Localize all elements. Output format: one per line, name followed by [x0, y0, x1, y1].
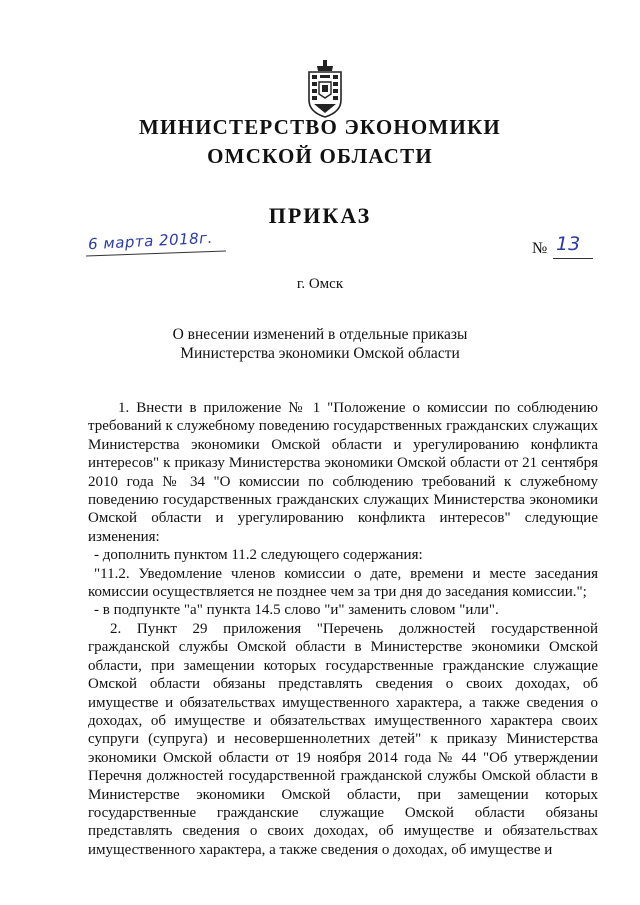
paragraph-5: 2. Пункт 29 приложения "Перечень должностей государственной гражданской службы Омской области в Министерстве экономики Омской области, при замещении которых государственные гражданские служащие Омской области обязаны представлять сведения о своих доходах, об имуществе и обязательствах имущественного характера, а также сведения о доходах, об имуществе и обязательствах имущественного характера своих супруги (супруга) и несовершеннолетних детей" к приказу Министерства экономики Омской области от 19 ноября 2014 года № 44 "Об утверждении Перечня должностей государственной гражданской службы Омской области в Министерстве экономики Омской области, при замещении которых государственные гражданские служащие Омской области обязаны представлять сведения о своих доходах, об имуществе и обязательствах имущественного характера, а также сведения о доходах, об имуществе и	[88, 620, 598, 858]
number-underline	[553, 258, 593, 259]
document-body	[88, 399, 598, 859]
paragraph-4: - в подпункте "а" пункта 14.5 слово "и" заменить словом "или".	[94, 602, 499, 619]
paragraph-3: "11.2. Уведомление членов комиссии о дате, времени и месте заседания комиссии осуществляется не позднее чем за три дня до заседания комиссии.";	[88, 565, 598, 601]
coat-of-arms-icon	[305, 60, 345, 118]
paragraph-2: - дополнить пунктом 11.2 следующего содержания:	[94, 547, 423, 564]
paragraph-1: 1. Внести в приложение № 1 "Положение о комиссии по соблюдению требований к служебному поведению государственных гражданских служащих Министерства экономики Омской области и урегулированию конфликта интересов" к приказу Министерства экономики Омской области от 21 сентября 2010 года № 34 "О комиссии по соблюдению требований к служебному поведению государственных гражданских служащих Министерства экономики Омской области и урегулированию конфликта интересов" следующие изменения:	[88, 400, 598, 545]
number-label: №	[532, 240, 548, 257]
city: г. Омск	[296, 276, 344, 292]
ministry-title-line2: ОМСКОЙ ОБЛАСТИ	[207, 144, 433, 168]
handwritten-number: 13	[556, 233, 581, 255]
document-type: ПРИКАЗ	[268, 203, 372, 228]
ministry-title-line1: МИНИСТЕРСТВО ЭКОНОМИКИ	[139, 115, 501, 139]
subject-line2: Министерства экономики Омской области	[180, 345, 460, 362]
subject-line1: О внесении изменений в отдельные приказы	[172, 326, 468, 343]
handwritten-date: 6 марта 2018г.	[87, 228, 214, 254]
